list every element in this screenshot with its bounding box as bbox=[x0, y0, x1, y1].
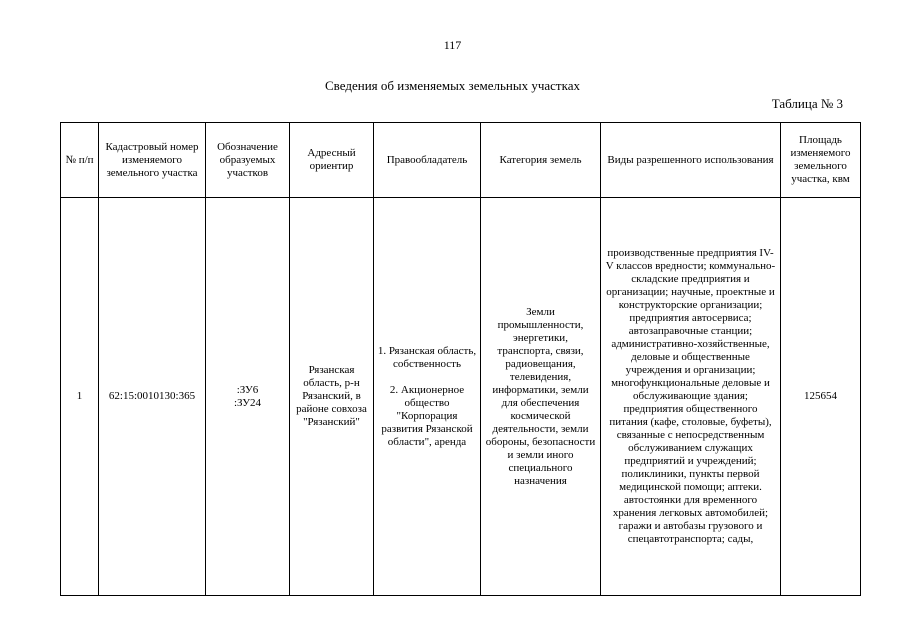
column-header: Категория земель bbox=[481, 123, 601, 198]
area-cell: 125654 bbox=[781, 198, 861, 596]
page-number: 117 bbox=[443, 38, 462, 52]
permitted-use-cell: производственные предприятия IV- V классов вредности; коммунально-складские предприятия и организации; научные, проектные и конструкторские организации; предприятия автосервиса; автозаправочные станции; административно-хозяйственные, деловые и общественные учреждения и организации; многофункциональные деловые и обслуживающие здания; предприятия общественного питания (кафе, столовые, буфеты), связанные с непосредственным обслуживанием служащих предприятий и учреждений; поликлиники, пункты первой медицинской помощи; аптеки. автостоянки для временного хранения легковых автомобилей; гаражи и автобазы грузового и спецавтотранспорта; сады, bbox=[601, 198, 781, 596]
table-label: Таблица № 3 bbox=[771, 96, 843, 111]
address-cell: Рязанская область, р-н Рязанский, в районе совхоза "Рязанский" bbox=[290, 198, 374, 596]
column-header: Виды разрешенного использования bbox=[601, 123, 781, 198]
column-header: Площадь изменяемого земельного участка, квм bbox=[781, 123, 861, 198]
row-number-cell: 1 bbox=[61, 198, 99, 596]
column-header: № п/п bbox=[61, 123, 99, 198]
column-header: Адресный ориентир bbox=[290, 123, 374, 198]
designation-cell bbox=[206, 198, 290, 596]
column-header: Обозначение образуемых участков bbox=[206, 123, 290, 198]
column-header: Кадастровый номер изменяемого земельного участка bbox=[99, 123, 206, 198]
document-title: Сведения об изменяемых земельных участках bbox=[325, 78, 580, 93]
owner-cell bbox=[374, 198, 481, 596]
land-plots-table bbox=[60, 122, 861, 596]
column-header: Правообладатель bbox=[374, 123, 481, 198]
owner-entry: 2. Акционерное общество "Корпорация развития Рязанской области", аренда bbox=[381, 383, 473, 448]
land-category-cell: Земли промышленности, энергетики, транспорта, связи, радиовещания, телевидения, информатики, земли для обеспечения космической деятельности, земли обороны, безопасности и земли иного специального назначения bbox=[481, 198, 601, 596]
designation-value: :ЗУ6 bbox=[236, 383, 259, 396]
table-row bbox=[61, 198, 861, 596]
cadastral-number-cell: 62:15:0010130:365 bbox=[99, 198, 206, 596]
designation-value: :ЗУ24 bbox=[233, 396, 262, 409]
table-header-row bbox=[61, 123, 861, 198]
owner-spacer bbox=[377, 371, 477, 384]
owner-entry: 1. Рязанская область, собственность bbox=[377, 344, 477, 370]
